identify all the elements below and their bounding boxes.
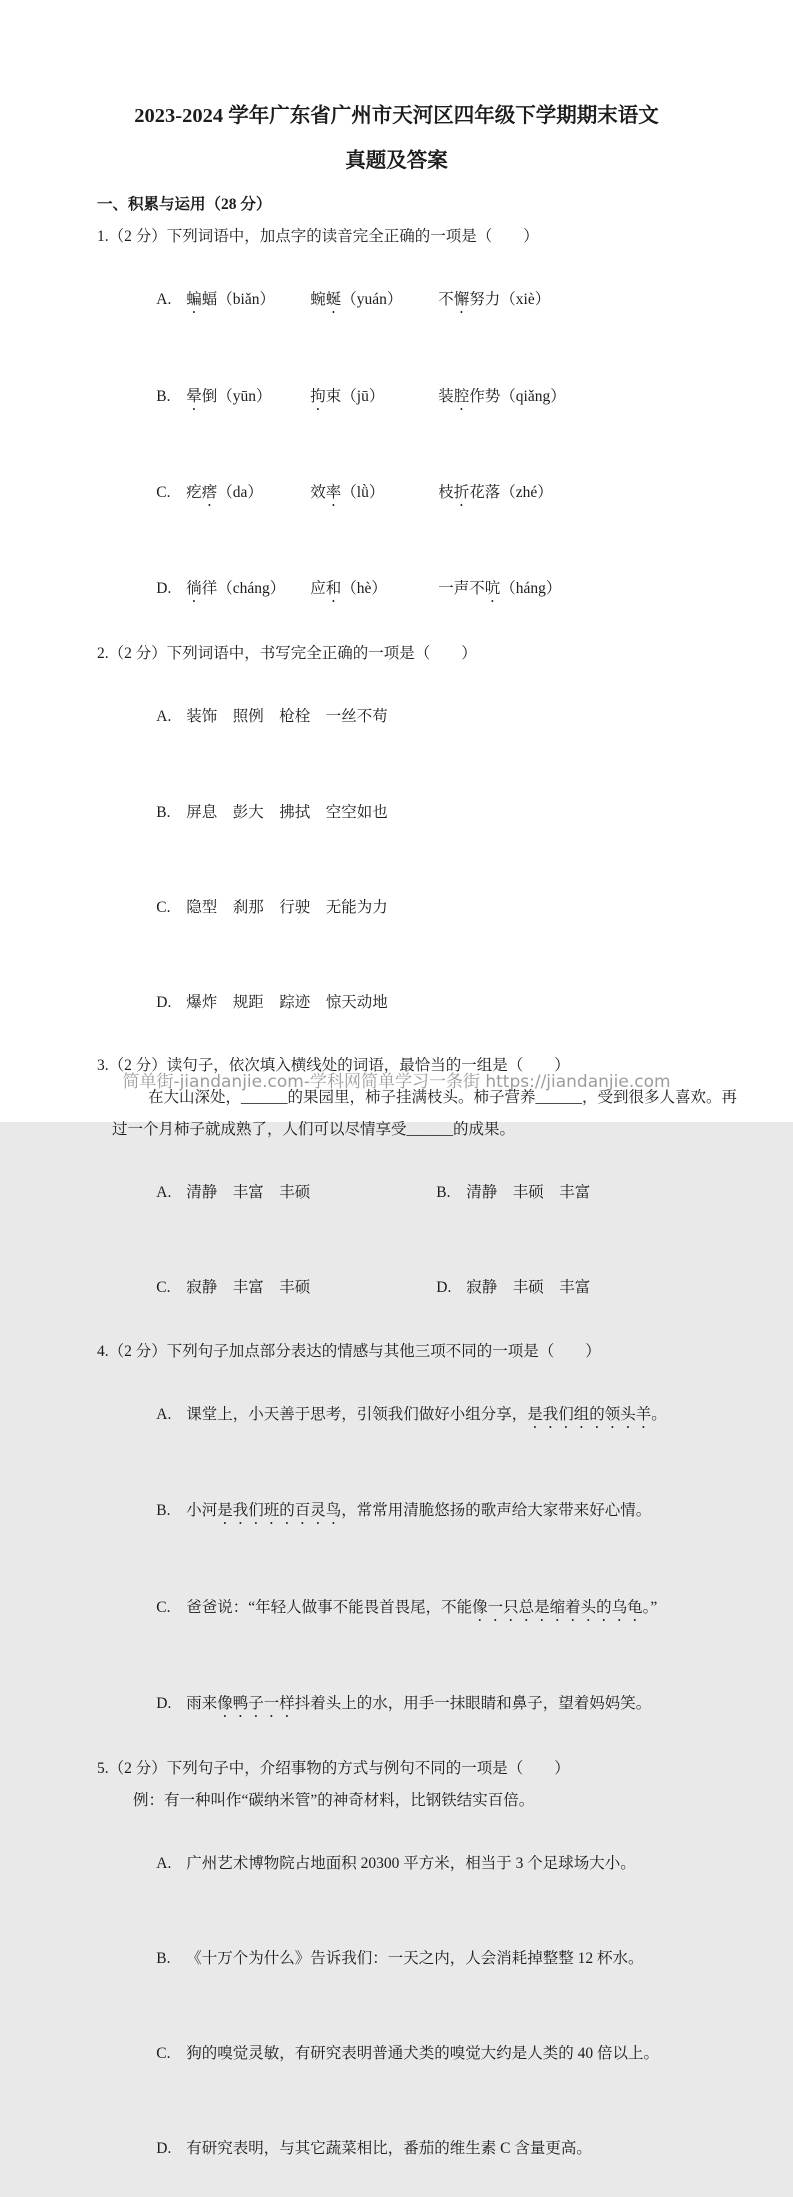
option-label: D. (156, 580, 172, 598)
option-label: A. (156, 1854, 172, 1872)
question-1-option-c (133, 445, 793, 541)
question-3-option-d (436, 1279, 590, 1296)
question-5-option-b (133, 1911, 793, 2006)
question-2 (0, 638, 793, 1050)
question-3-stem: 3.（2 分）读句子，依次填入横线处的词语，最恰当的一组是（ ） (97, 1057, 570, 1075)
option-label: A. (156, 1405, 172, 1423)
plain-text: （lǜ） (341, 483, 385, 501)
document-title (0, 0, 793, 184)
emphasized-text: 折 (453, 483, 470, 501)
option-text: 《十万个为什么》告诉我们：一天之内，人会消耗掉整整 12 杯水。 (186, 1950, 644, 1968)
emphasized-text: 吭 (484, 580, 501, 598)
question-5-option-d (133, 2102, 793, 2197)
plain-text: 小河 (186, 1502, 218, 1520)
plain-text: 枝 (438, 483, 454, 501)
option-label: B. (156, 1502, 171, 1520)
option-sentence (186, 1406, 667, 1423)
plain-text: 应 (310, 580, 326, 598)
word-with-pinyin (310, 381, 438, 414)
question-3-option-b (436, 1184, 590, 1201)
question-5-stem: 5.（2 分）下列句子中，介绍事物的方式与例句不同的一项是（ ） (97, 1759, 570, 1777)
question-3-option-row-1 (133, 1145, 793, 1240)
question-3 (0, 1050, 793, 1335)
plain-text: 抖着头上的水，用手一抹眼睛和鼻子，望着妈妈笑。 (294, 1695, 652, 1713)
emphasized-text: 瘩 (201, 483, 218, 501)
title-line-2: 真题及答案 (345, 150, 448, 172)
plain-text: 效 (310, 483, 326, 501)
emphasized-text: 像鸭子一样 (217, 1695, 295, 1713)
plain-text: （hè） (341, 580, 387, 598)
plain-text: 努力（xiè） (469, 291, 551, 309)
question-4 (0, 1336, 793, 1753)
option-label: A. (156, 708, 172, 726)
plain-text: ，常常用清脆悠扬的歌声给大家带来好心情。 (341, 1502, 652, 1520)
question-1-stem: 1.（2 分）下列词语中，加点字的读音完全正确的一项是（ ） (97, 227, 539, 245)
word-with-pinyin (186, 573, 310, 606)
plain-text: 不 (438, 291, 454, 309)
option-label: A. (156, 1183, 172, 1201)
emphasized-text: 徜 (186, 580, 202, 598)
word-with-pinyin (186, 381, 310, 414)
question-2-option-c (133, 860, 793, 955)
option-label: D. (156, 1695, 172, 1713)
emphasized-text: 蜒 (325, 291, 342, 309)
question-5-option-c (133, 2006, 793, 2101)
fill-blank-paragraph-line-1: 在大山深处，______的果园里，柿子挂满枝头。柿子营养______，受到很多人喜欢。再 (148, 1088, 738, 1106)
title-line-1: 2023-2024 学年广东省广州市天河区四年级下学期期末语文 (134, 105, 659, 127)
plain-text: 束（jū） (325, 387, 385, 405)
question-3-option-c (156, 1272, 436, 1304)
question-4-option-c (133, 1560, 793, 1656)
option-text: 有研究表明，与其它蔬菜相比，番茄的维生素 C 含量更高。 (186, 2140, 592, 2158)
emphasized-text: 腔 (453, 387, 470, 405)
option-sentence (186, 1695, 651, 1712)
option-label: A. (156, 291, 172, 309)
emphasized-text: 是我们班的百灵鸟 (217, 1502, 342, 1520)
question-4-option-b (133, 1464, 793, 1560)
emphasized-text: 拘 (310, 387, 326, 405)
question-2-stem: 2.（2 分）下列词语中，书写完全正确的一项是（ ） (97, 645, 477, 663)
plain-text: 花落（zhé） (469, 483, 553, 501)
emphasized-text: 率 (325, 483, 342, 501)
plain-text: （háng） (500, 580, 562, 598)
question-1-option-d (133, 542, 793, 638)
option-label: C. (156, 1279, 171, 1297)
question-2-option-b (133, 765, 793, 860)
option-sentence (186, 1502, 651, 1519)
word-with-pinyin (438, 573, 561, 606)
emphasized-text: 像一只总是缩着头的乌龟 (472, 1598, 643, 1616)
option-text: 广州艺术博物院占地面积 20300 平方米，相当于 3 个足球场大小。 (186, 1854, 636, 1872)
option-text: 寂静 丰富 丰硕 (186, 1279, 311, 1297)
word-with-pinyin (310, 477, 438, 510)
option-label: C. (156, 2045, 171, 2063)
question-4-option-a (133, 1367, 793, 1463)
plain-text: 雨来 (186, 1695, 218, 1713)
option-label: D. (436, 1279, 452, 1297)
word-with-pinyin (438, 381, 565, 414)
plain-text: 蜿 (310, 291, 326, 309)
plain-text: （yuán） (341, 291, 403, 309)
plain-text: 作势（qiǎng） (469, 387, 566, 405)
word-with-pinyin (186, 477, 310, 510)
question-5-option-a (133, 1816, 793, 1911)
option-text: 爆炸 规距 踪迹 惊天动地 (186, 993, 388, 1011)
option-label: C. (156, 483, 171, 501)
option-label: C. (156, 898, 171, 916)
option-label: B. (156, 387, 171, 405)
plain-text: 疙 (186, 483, 202, 501)
option-label: B. (436, 1183, 451, 1201)
emphasized-text: 蝙 (186, 291, 202, 309)
word-with-pinyin (438, 477, 553, 510)
plain-text: 倒（yūn） (201, 387, 272, 405)
section-heading: 一、积累与运用（28 分） (97, 196, 272, 213)
option-label: C. (156, 1598, 171, 1616)
plain-text: 。 (651, 1405, 667, 1423)
question-5-example: 例：有一种叫作“碳纳米管”的神奇材料，比钢铁结实百倍。 (133, 1791, 535, 1809)
footer-credit: 简单街-jiandanjie.com-学科网简单学习一条街 https://jiandanjie.com (122, 1072, 671, 1092)
word-with-pinyin (186, 284, 310, 317)
question-1 (0, 221, 793, 638)
plain-text: 课堂上，小天善于思考，引领我们做好小组分享， (186, 1405, 528, 1423)
word-with-pinyin (310, 284, 438, 317)
question-2-option-d (133, 955, 793, 1050)
option-text: 清静 丰硕 丰富 (466, 1183, 591, 1201)
question-3-option-row-2 (133, 1240, 793, 1335)
emphasized-text: 懈 (453, 291, 470, 309)
word-with-pinyin (438, 284, 550, 317)
plain-text: 装 (438, 387, 454, 405)
option-label: B. (156, 1950, 171, 1968)
question-2-option-a (133, 670, 793, 765)
option-text: 清静 丰富 丰硕 (186, 1183, 311, 1201)
plain-text: 蝠（biǎn） (201, 291, 275, 309)
option-sentence (186, 1599, 657, 1616)
question-5 (0, 1753, 793, 2197)
question-4-stem: 4.（2 分）下列句子加点部分表达的情感与其他三项不同的一项是（ ） (97, 1342, 601, 1360)
option-label: D. (156, 2140, 172, 2158)
word-with-pinyin (310, 573, 438, 606)
option-label: D. (156, 993, 172, 1011)
option-label: B. (156, 803, 171, 821)
question-3-option-a (156, 1177, 436, 1209)
plain-text: （da） (217, 483, 263, 501)
plain-text: 。” (642, 1598, 658, 1616)
question-4-option-d (133, 1656, 793, 1752)
emphasized-text: 晕 (186, 387, 202, 405)
option-text: 装饰 照例 枪栓 一丝不苟 (186, 708, 388, 726)
question-1-option-b (133, 349, 793, 445)
emphasized-text: 是我们组的领头羊 (527, 1405, 652, 1423)
option-text: 隐型 刹那 行驶 无能为力 (186, 898, 388, 916)
emphasized-text: 和 (325, 580, 342, 598)
plain-text: 爸爸说：“年轻人做事不能畏首畏尾，不能 (186, 1598, 473, 1616)
option-text: 屏息 彭大 拂拭 空空如也 (186, 803, 388, 821)
question-1-option-a (133, 252, 793, 348)
fill-blank-paragraph-line-2: 过一个月柿子就成熟了，人们可以尽情享受______的成果。 (112, 1120, 516, 1138)
option-text: 寂静 丰硕 丰富 (466, 1279, 591, 1297)
plain-text: 一声不 (438, 580, 485, 598)
plain-text: 徉（cháng） (201, 580, 286, 598)
option-text: 狗的嗅觉灵敏，有研究表明普通犬类的嗅觉大约是人类的 40 倍以上。 (186, 2045, 660, 2063)
